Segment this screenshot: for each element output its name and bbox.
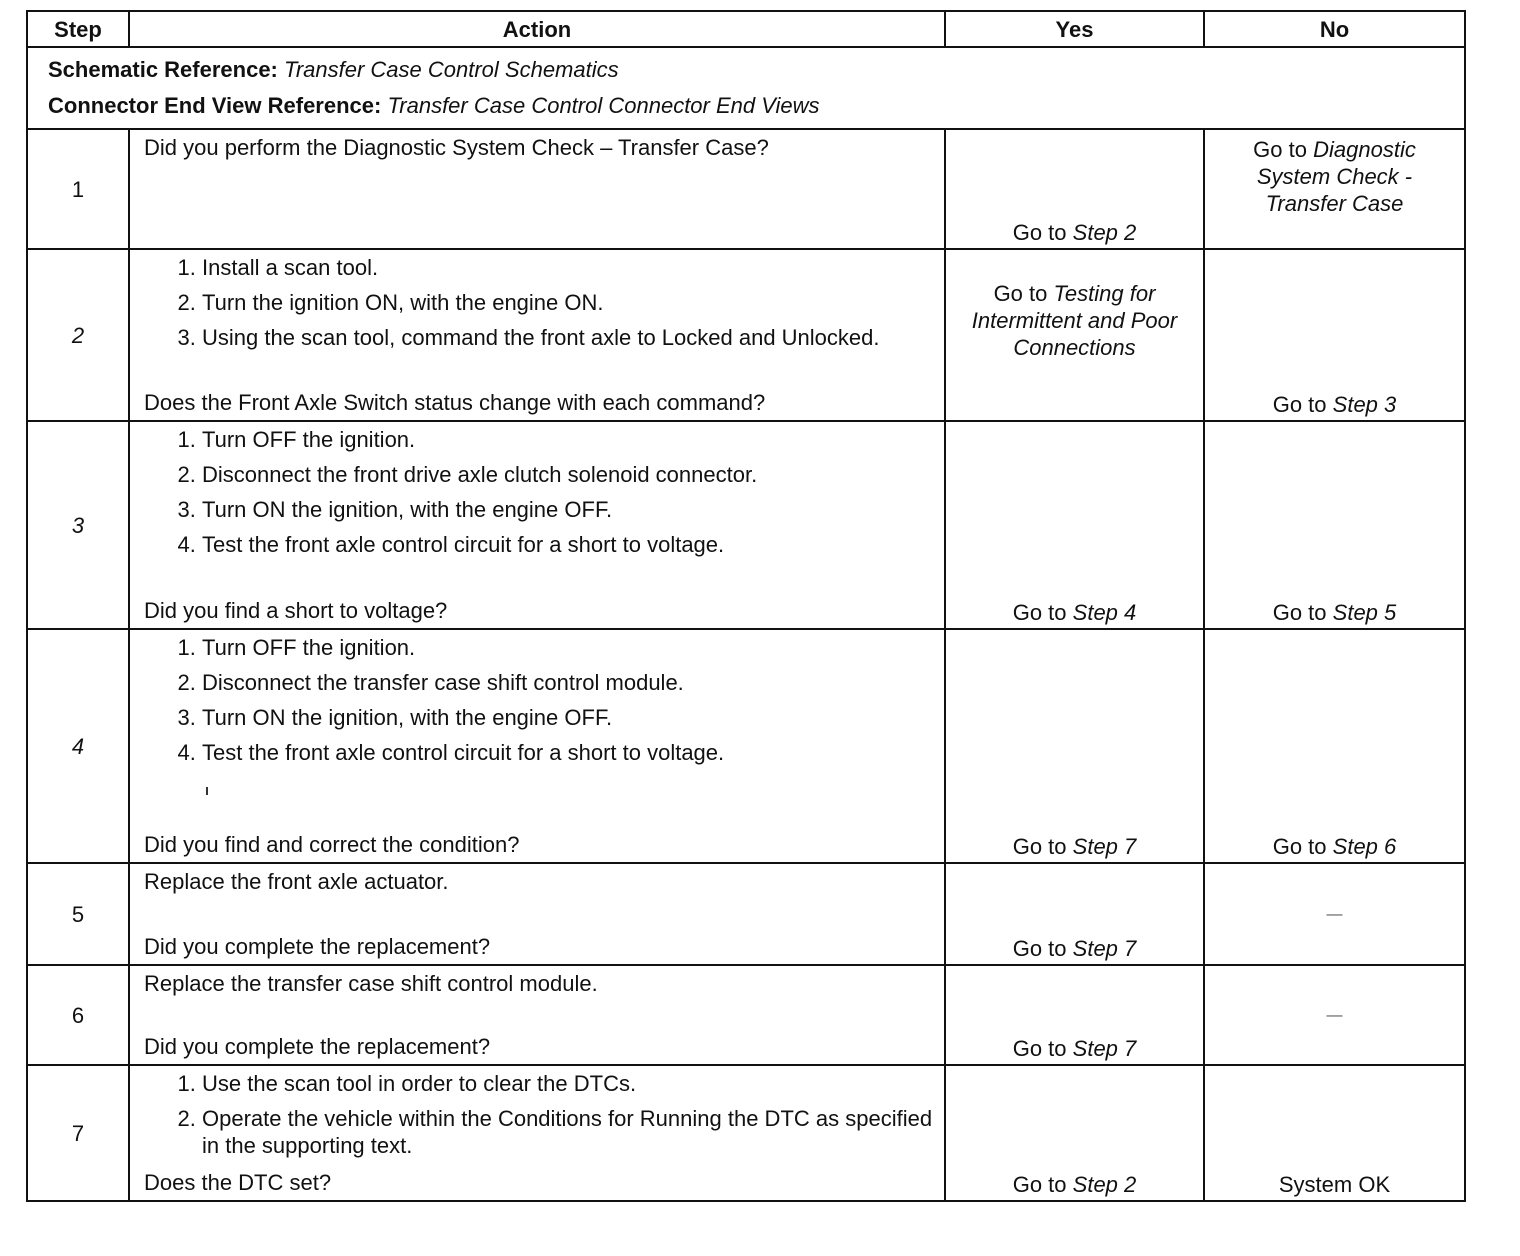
diagnostic-table: [26, 10, 1466, 1202]
action-cell: [129, 863, 945, 965]
connector-reference: [48, 88, 1464, 124]
step-number: 3: [27, 421, 129, 629]
substep: 1. Install a scan tool.: [202, 254, 934, 281]
substep-list: [144, 426, 934, 566]
connector-reference-value: Transfer Case Control Connector End Views: [387, 93, 820, 118]
no-cell: [1204, 249, 1465, 421]
yes-cell: [945, 629, 1204, 863]
step-row-7: [27, 1065, 1465, 1201]
substep-list: [144, 254, 934, 359]
action-question: Did you perform the Diagnostic System Check – Transfer Case?: [144, 135, 769, 160]
no-answer: Go to Step 3: [1272, 392, 1397, 417]
substep: 3. Turn ON the ignition, with the engine OFF.: [202, 704, 934, 731]
yes-answer: Go to Step 7: [1012, 834, 1137, 859]
step-row-6: [27, 965, 1465, 1065]
substep: 4. Test the front axle control circuit for a short to voltage.: [202, 739, 934, 766]
step-number: 2: [27, 249, 129, 421]
step-row-1: [27, 129, 1465, 249]
step-number: 6: [27, 965, 129, 1065]
action-cell: [129, 1065, 945, 1201]
action-question: Did you complete the replacement?: [144, 1034, 491, 1059]
header-row: [27, 11, 1465, 47]
header-action: Action: [129, 11, 945, 47]
step-number: 1: [27, 129, 129, 249]
yes-answer: Go to Step 2: [1012, 1172, 1137, 1197]
stray-mark: [206, 787, 208, 795]
yes-cell: [945, 965, 1204, 1065]
substep: 1. Turn OFF the ignition.: [202, 426, 934, 453]
no-answer: —: [1326, 1006, 1343, 1024]
action-question: Does the Front Axle Switch status change with each command?: [144, 390, 766, 415]
yes-cell: [945, 129, 1204, 249]
action-question: Does the DTC set?: [144, 1170, 332, 1195]
action-instruction: Replace the front axle actuator.: [144, 869, 449, 894]
reference-cell: [27, 47, 1465, 129]
substep: 2. Disconnect the front drive axle clutch solenoid connector.: [202, 461, 934, 488]
substep: 1. Use the scan tool in order to clear the DTCs.: [202, 1070, 934, 1097]
no-cell: [1204, 129, 1465, 249]
no-cell: [1204, 863, 1465, 965]
substep-list: [144, 634, 934, 766]
action-cell: [129, 965, 945, 1065]
schematic-reference-value: Transfer Case Control Schematics: [284, 57, 619, 82]
substep: 3. Turn ON the ignition, with the engine OFF.: [202, 496, 934, 523]
substep: 2. Operate the vehicle within the Conditions for Running the DTC as specified in the supporting text.: [202, 1105, 934, 1159]
action-cell: [129, 629, 945, 863]
action-cell: [129, 129, 945, 249]
action-question: Did you complete the replacement?: [144, 934, 491, 959]
yes-answer: Go to Step 2: [1012, 220, 1137, 245]
step-number: 5: [27, 863, 129, 965]
substep: 2. Turn the ignition ON, with the engine ON.: [202, 289, 934, 316]
header-no: No: [1204, 11, 1465, 47]
step-row-2: [27, 249, 1465, 421]
substep: 1. Turn OFF the ignition.: [202, 634, 934, 661]
yes-cell: [945, 1065, 1204, 1201]
action-cell: [129, 249, 945, 421]
no-answer: Go to Diagnostic System Check - Transfer Case: [1253, 137, 1416, 216]
no-cell: [1204, 1065, 1465, 1201]
substep: 4. Test the front axle control circuit for a short to voltage.: [202, 531, 934, 558]
step-row-5: [27, 863, 1465, 965]
action-question: Did you find a short to voltage?: [144, 598, 448, 623]
yes-cell: [945, 421, 1204, 629]
step-number: 4: [27, 629, 129, 863]
step-number: 7: [27, 1065, 129, 1201]
action-instruction: Replace the transfer case shift control module.: [144, 971, 598, 996]
no-answer: Go to Step 6: [1272, 834, 1397, 859]
reference-row: [27, 47, 1465, 129]
connector-reference-label: Connector End View Reference:: [48, 93, 382, 118]
substep: 2. Disconnect the transfer case shift control module.: [202, 669, 934, 696]
schematic-reference-label: Schematic Reference:: [48, 57, 278, 82]
action-question: Did you find and correct the condition?: [144, 832, 520, 857]
header-yes: Yes: [945, 11, 1204, 47]
yes-answer: Go to Step 7: [1012, 1036, 1137, 1061]
yes-answer: Go to Step 4: [1012, 600, 1137, 625]
no-answer: Go to Step 5: [1272, 600, 1397, 625]
yes-answer: Go to Step 7: [1012, 936, 1137, 961]
schematic-reference: [48, 52, 1464, 88]
no-answer: —: [1326, 905, 1343, 923]
yes-cell: [945, 863, 1204, 965]
no-cell: [1204, 629, 1465, 863]
yes-cell: [945, 249, 1204, 421]
no-answer: System OK: [1278, 1172, 1391, 1197]
substep: 3. Using the scan tool, command the front axle to Locked and Unlocked.: [202, 324, 934, 351]
no-cell: [1204, 421, 1465, 629]
action-cell: [129, 421, 945, 629]
step-row-3: [27, 421, 1465, 629]
substep-list: [144, 1070, 934, 1167]
no-cell: [1204, 965, 1465, 1065]
yes-answer: Go to Testing for Intermittent and Poor Connections: [971, 281, 1178, 360]
header-step: Step: [27, 11, 129, 47]
step-row-4: [27, 629, 1465, 863]
